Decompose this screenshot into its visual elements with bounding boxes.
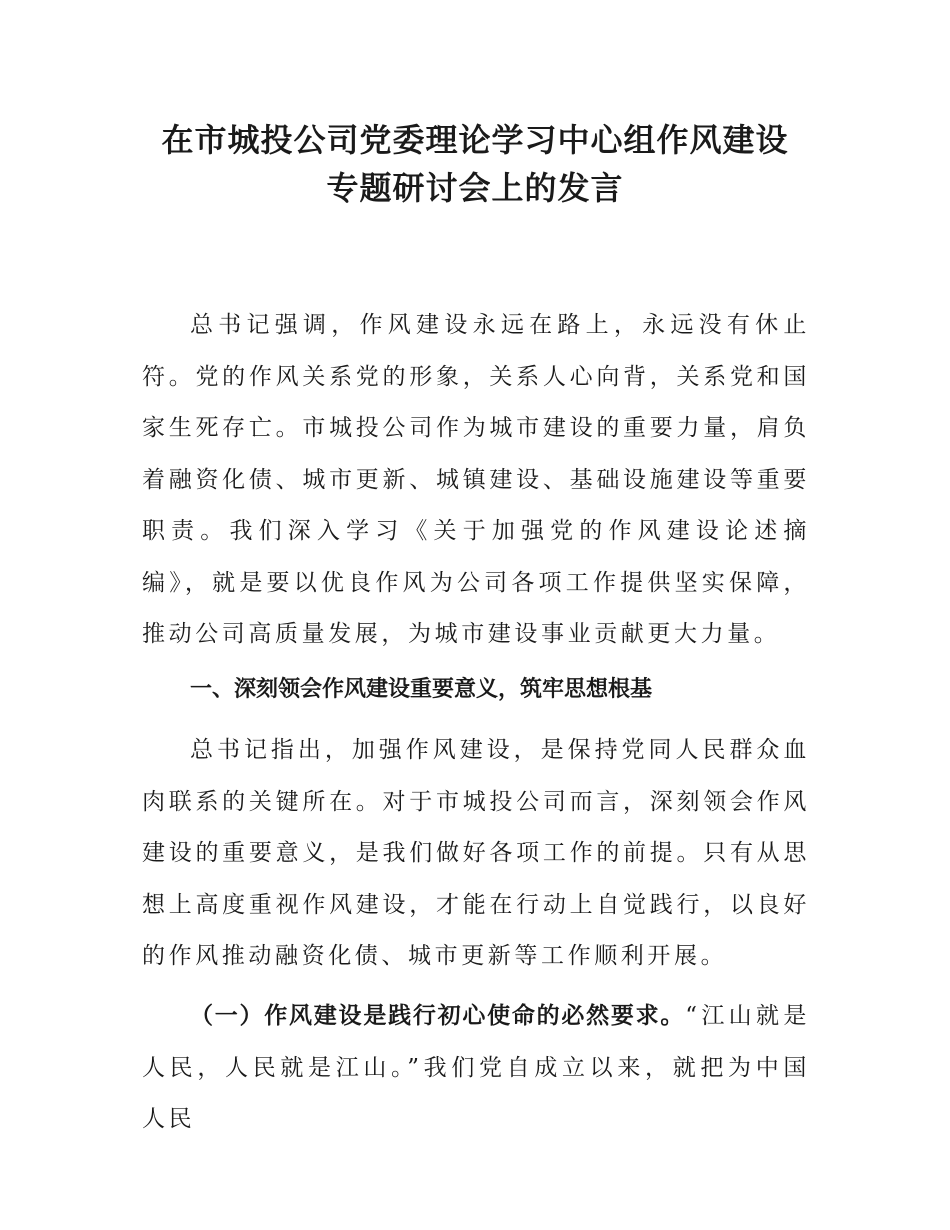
document-title-line-1: 在市城投公司党委理论学习中心组作风建设 [161, 121, 789, 159]
body-paragraph-1: 总书记强调，作风建设永远在路上，永远没有休止符。党的作风关系党的形象，关系人心向背，关系党和国家生死存亡。市城投公司作为城市建设的重要力量，肩负着融资化债、城市更新、城镇建设、基础设施建设等重要职责。我们深入学习《关于加强党的作风建设论述摘编》，就是要以优良作风为公司各项工作提供坚实保障，推动公司高质量发展，为城市建设事业贡献更大力量。 [142, 312, 810, 647]
document-title-line-2: 专题研讨会上的发言 [326, 169, 624, 207]
body-paragraph-3 [142, 991, 810, 1146]
body-paragraph-2: 总书记指出，加强作风建设，是保持党同人民群众血肉联系的关键所在。对于市城投公司而言，深刻领会作风建设的重要意义，是我们做好各项工作的前提。只有从思想上高度重视作风建设，才能在行动上自觉践行，以良好的作风推动融资化债、城市更新等工作顺利开展。 [142, 737, 810, 969]
subsection-heading-1: （一）作风建设是践行初心使命的必然要求。 [190, 1003, 686, 1029]
section-heading-1: 一、深刻领会作风建设重要意义，筑牢思想根基 [190, 677, 653, 702]
body-paragraph-3-text: “江山就是人民，人民就是江山。”我们党自成立以来，就把为中国人民 [142, 1003, 811, 1132]
